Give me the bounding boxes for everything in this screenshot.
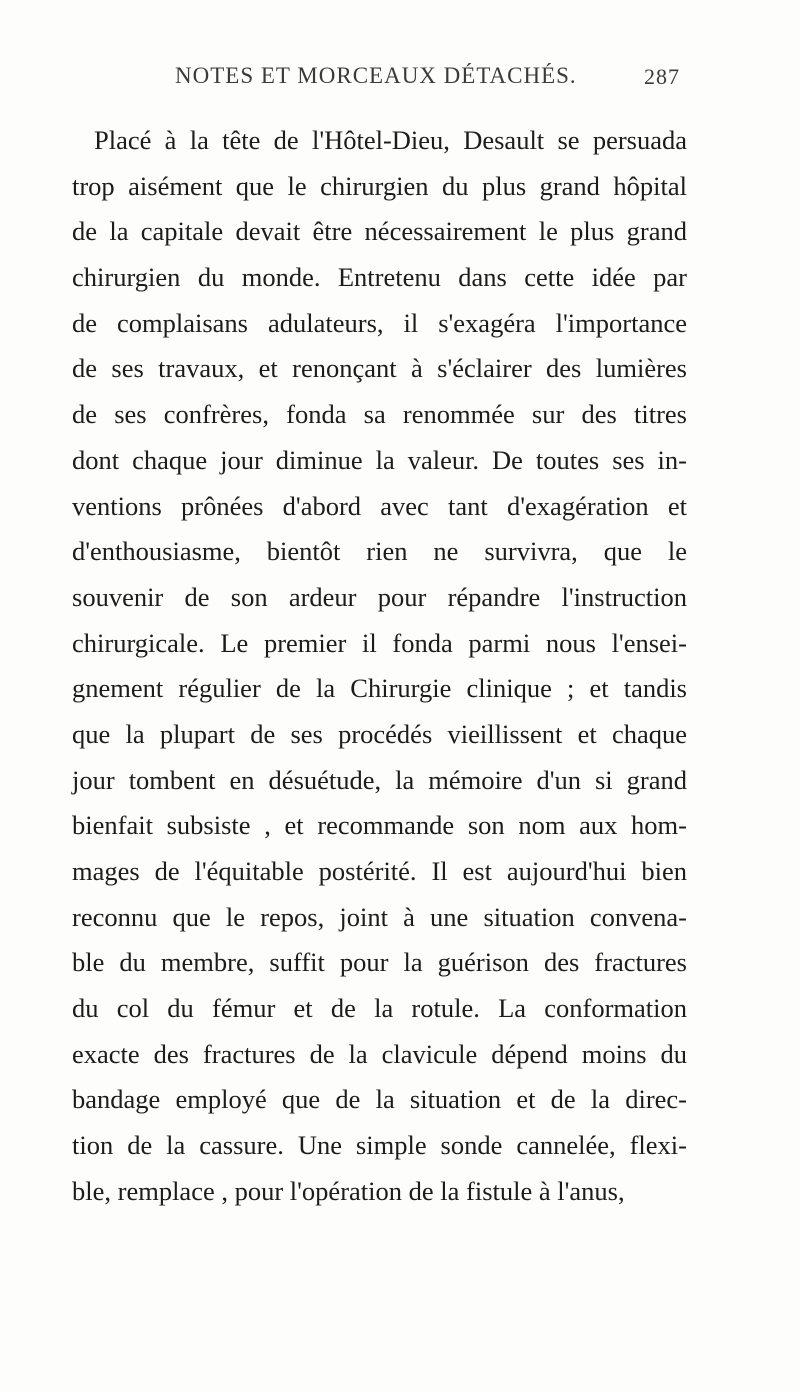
text-line: du col du fémur et de la rotule. La conformation [72, 993, 687, 1024]
page-number: 287 [644, 64, 680, 89]
text-line: ble, remplace , pour l'opération de la fistule à l'anus, [72, 1175, 625, 1206]
text-line: ble du membre, suffit pour la guérison des fractures [72, 947, 687, 978]
text-line: tion de la cassure. Une simple sonde cannelée, flexi- [72, 1130, 687, 1161]
text-line: chirurgien du monde. Entretenu dans cette idée par [72, 262, 687, 293]
text-line: d'enthousiasme, bientôt rien ne survivra, que le [72, 536, 687, 567]
text-line: mages de l'équitable postérité. Il est aujourd'hui bien [72, 856, 687, 886]
text-line: trop aisément que le chirurgien du plus grand hôpital [72, 170, 687, 201]
running-header [140, 60, 680, 100]
text-line: bienfait subsiste , et recommande son nom aux hom- [72, 810, 687, 841]
text-line: Placé à la tête de l'Hôtel-Dieu, Desault se persuada [94, 125, 687, 155]
text-line: reconnu que le repos, joint à une situation convena- [72, 901, 687, 932]
text-line: dont chaque jour diminue la valeur. De toutes ses in- [72, 444, 687, 475]
text-line: ventions prônées d'abord avec tant d'exagération et [72, 490, 687, 521]
text-line: de ses travaux, et renonçant à s'éclairer des lumières [72, 353, 687, 384]
body-text [72, 118, 687, 1215]
text-line: que la plupart de ses procédés vieillissent et chaque [72, 718, 687, 749]
text-line: jour tombent en désuétude, la mémoire d'un si grand [72, 764, 687, 795]
text-line: de complaisans adulateurs, il s'exagéra l'importance [72, 307, 687, 338]
text-line: de ses confrères, fonda sa renommée sur des titres [72, 399, 687, 430]
text-line: exacte des fractures de la clavicule dépend moins du [72, 1038, 687, 1069]
text-line: chirurgicale. Le premier il fonda parmi nous l'ensei- [72, 627, 687, 658]
text-line: souvenir de son ardeur pour répandre l'instruction [72, 581, 687, 612]
text-line: gnement régulier de la Chirurgie clinique ; et tandis [72, 673, 687, 704]
text-line: de la capitale devait être nécessairement le plus grand [72, 216, 687, 247]
text-line: bandage employé que de la situation et de la direc- [72, 1084, 687, 1115]
running-title: NOTES ET MORCEAUX DÉTACHÉS. [175, 63, 577, 88]
